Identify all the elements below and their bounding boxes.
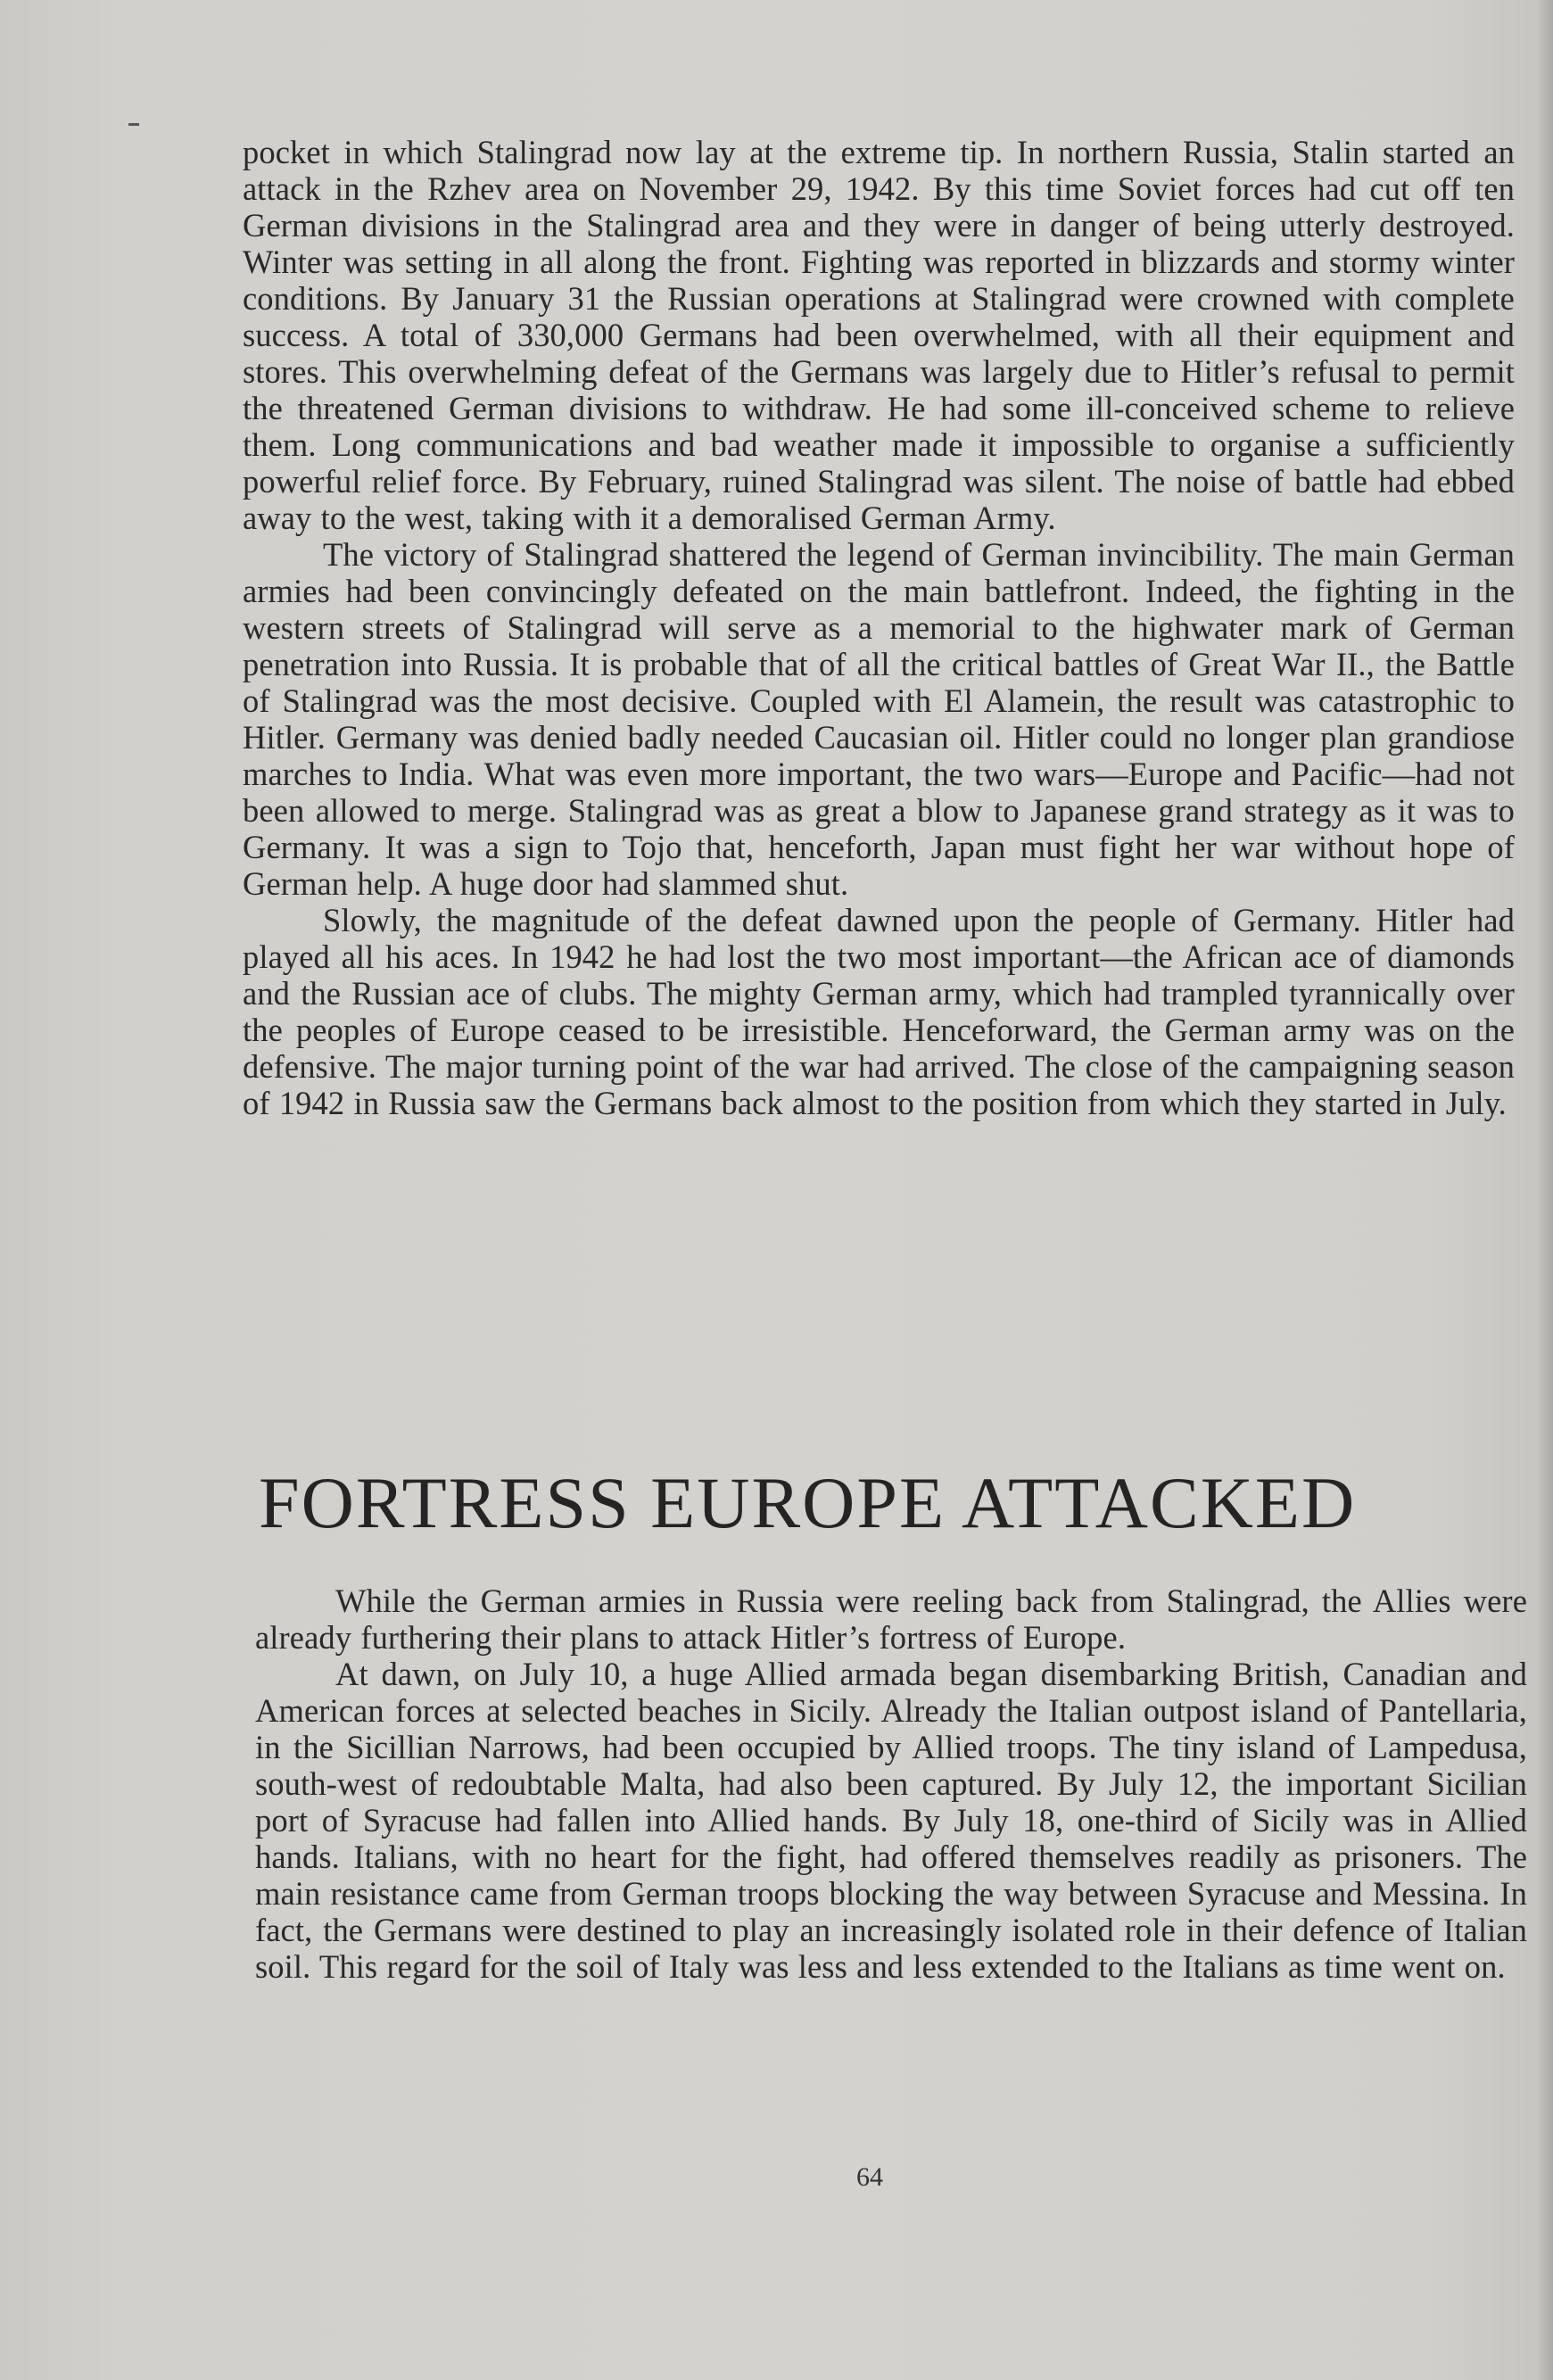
- paragraph-german-defeat: Slowly, the magnitude of the defeat dawned upon the people of Germany. Hitler had played all his aces. In 1942 he had lost the two most important—the African ace of diamonds and the Russian ace of clubs. The mighty German army, which had trampled tyrannically over the peoples of Europe ceased to be irresistible. Henceforward, the German army was on the defensive. The major turning point of the war had arrived. The close of the campaigning season of 1942 in Russia saw the Germans back almost to the position from which they started in July.: [243, 902, 1515, 1121]
- margin-mark: [128, 123, 139, 126]
- page-edge-shadow: [1537, 0, 1553, 2380]
- paragraph-stalingrad-victory: The victory of Stalingrad shattered the legend of German invincibility. The main German armies had been convincingly defeated on the main battlefront. Indeed, the fighting in the western streets of Stalingrad will serve as a memorial to the highwater mark of German penetration into Russia. It is probable that of all the critical battles of Great War II., the Battle of Stalingrad was the most decisive. Coupled with El Alamein, the result was catastrophic to Hitler. Germany was denied badly needed Caucasian oil. Hitler could no longer plan grandiose marches to India. What was even more important, the two wars—Europe and Pacific—had not been allowed to merge. Stalingrad was as great a blow to Japanese grand strategy as it was to Germany. It was a sign to Tojo that, henceforth, Japan must fight her war without hope of German help. A huge door had slammed shut.: [243, 536, 1515, 902]
- paragraph-sicily-landing: At dawn, on July 10, a huge Allied armada began disembarking British, Canadian and American forces at selected beaches in Sicily. Already the Italian outpost island of Pantellaria, in the Sicillian Narrows, had been occupied by Allied troops. The tiny island of Lampedusa, south-west of redoubtable Malta, had also been captured. By July 12, the important Sicilian port of Syracuse had fallen into Allied hands. By July 18, one-third of Sicily was in Allied hands. Italians, with no heart for the fight, had offered themselves readily as prisoners. The main resistance came from German troops blocking the way between Syracuse and Messina. In fact, the Germans were destined to play an increasingly isolated role in their defence of Italian soil. This regard for the soil of Italy was less and less extended to the Italians as time went on.: [255, 1656, 1527, 1985]
- paragraph-allies-plans: While the German armies in Russia were reeling back from Stalingrad, the Allies were already furthering their plans to attack Hitler’s fortress of Europe.: [255, 1583, 1527, 1656]
- bottom-text-block: [255, 1583, 1527, 1985]
- paragraph-stalingrad-pocket: pocket in which Stalingrad now lay at the extreme tip. In northern Russia, Stalin started an attack in the Rzhev area on November 29, 1942. By this time Soviet forces had cut off ten German divisions in the Stalingrad area and they were in danger of being utterly destroyed. Winter was setting in all along the front. Fighting was reported in blizzards and stormy winter conditions. By January 31 the Russian operations at Stalingrad were crowned with complete success. A total of 330,000 Germans had been overwhelmed, with all their equipment and stores. This overwhelming defeat of the Germans was largely due to Hitler’s refusal to permit the threatened German divisions to withdraw. He had some ill-conceived scheme to relieve them. Long communications and bad weather made it impossible to organise a sufficiently powerful relief force. By February, ruined Stalingrad was silent. The noise of battle had ebbed away to the west, taking with it a demoralised German Army.: [243, 134, 1515, 536]
- section-heading: FORTRESS EUROPE ATTACKED: [259, 1462, 1357, 1543]
- top-text-block: [243, 134, 1515, 1121]
- page-number: 64: [856, 2162, 883, 2192]
